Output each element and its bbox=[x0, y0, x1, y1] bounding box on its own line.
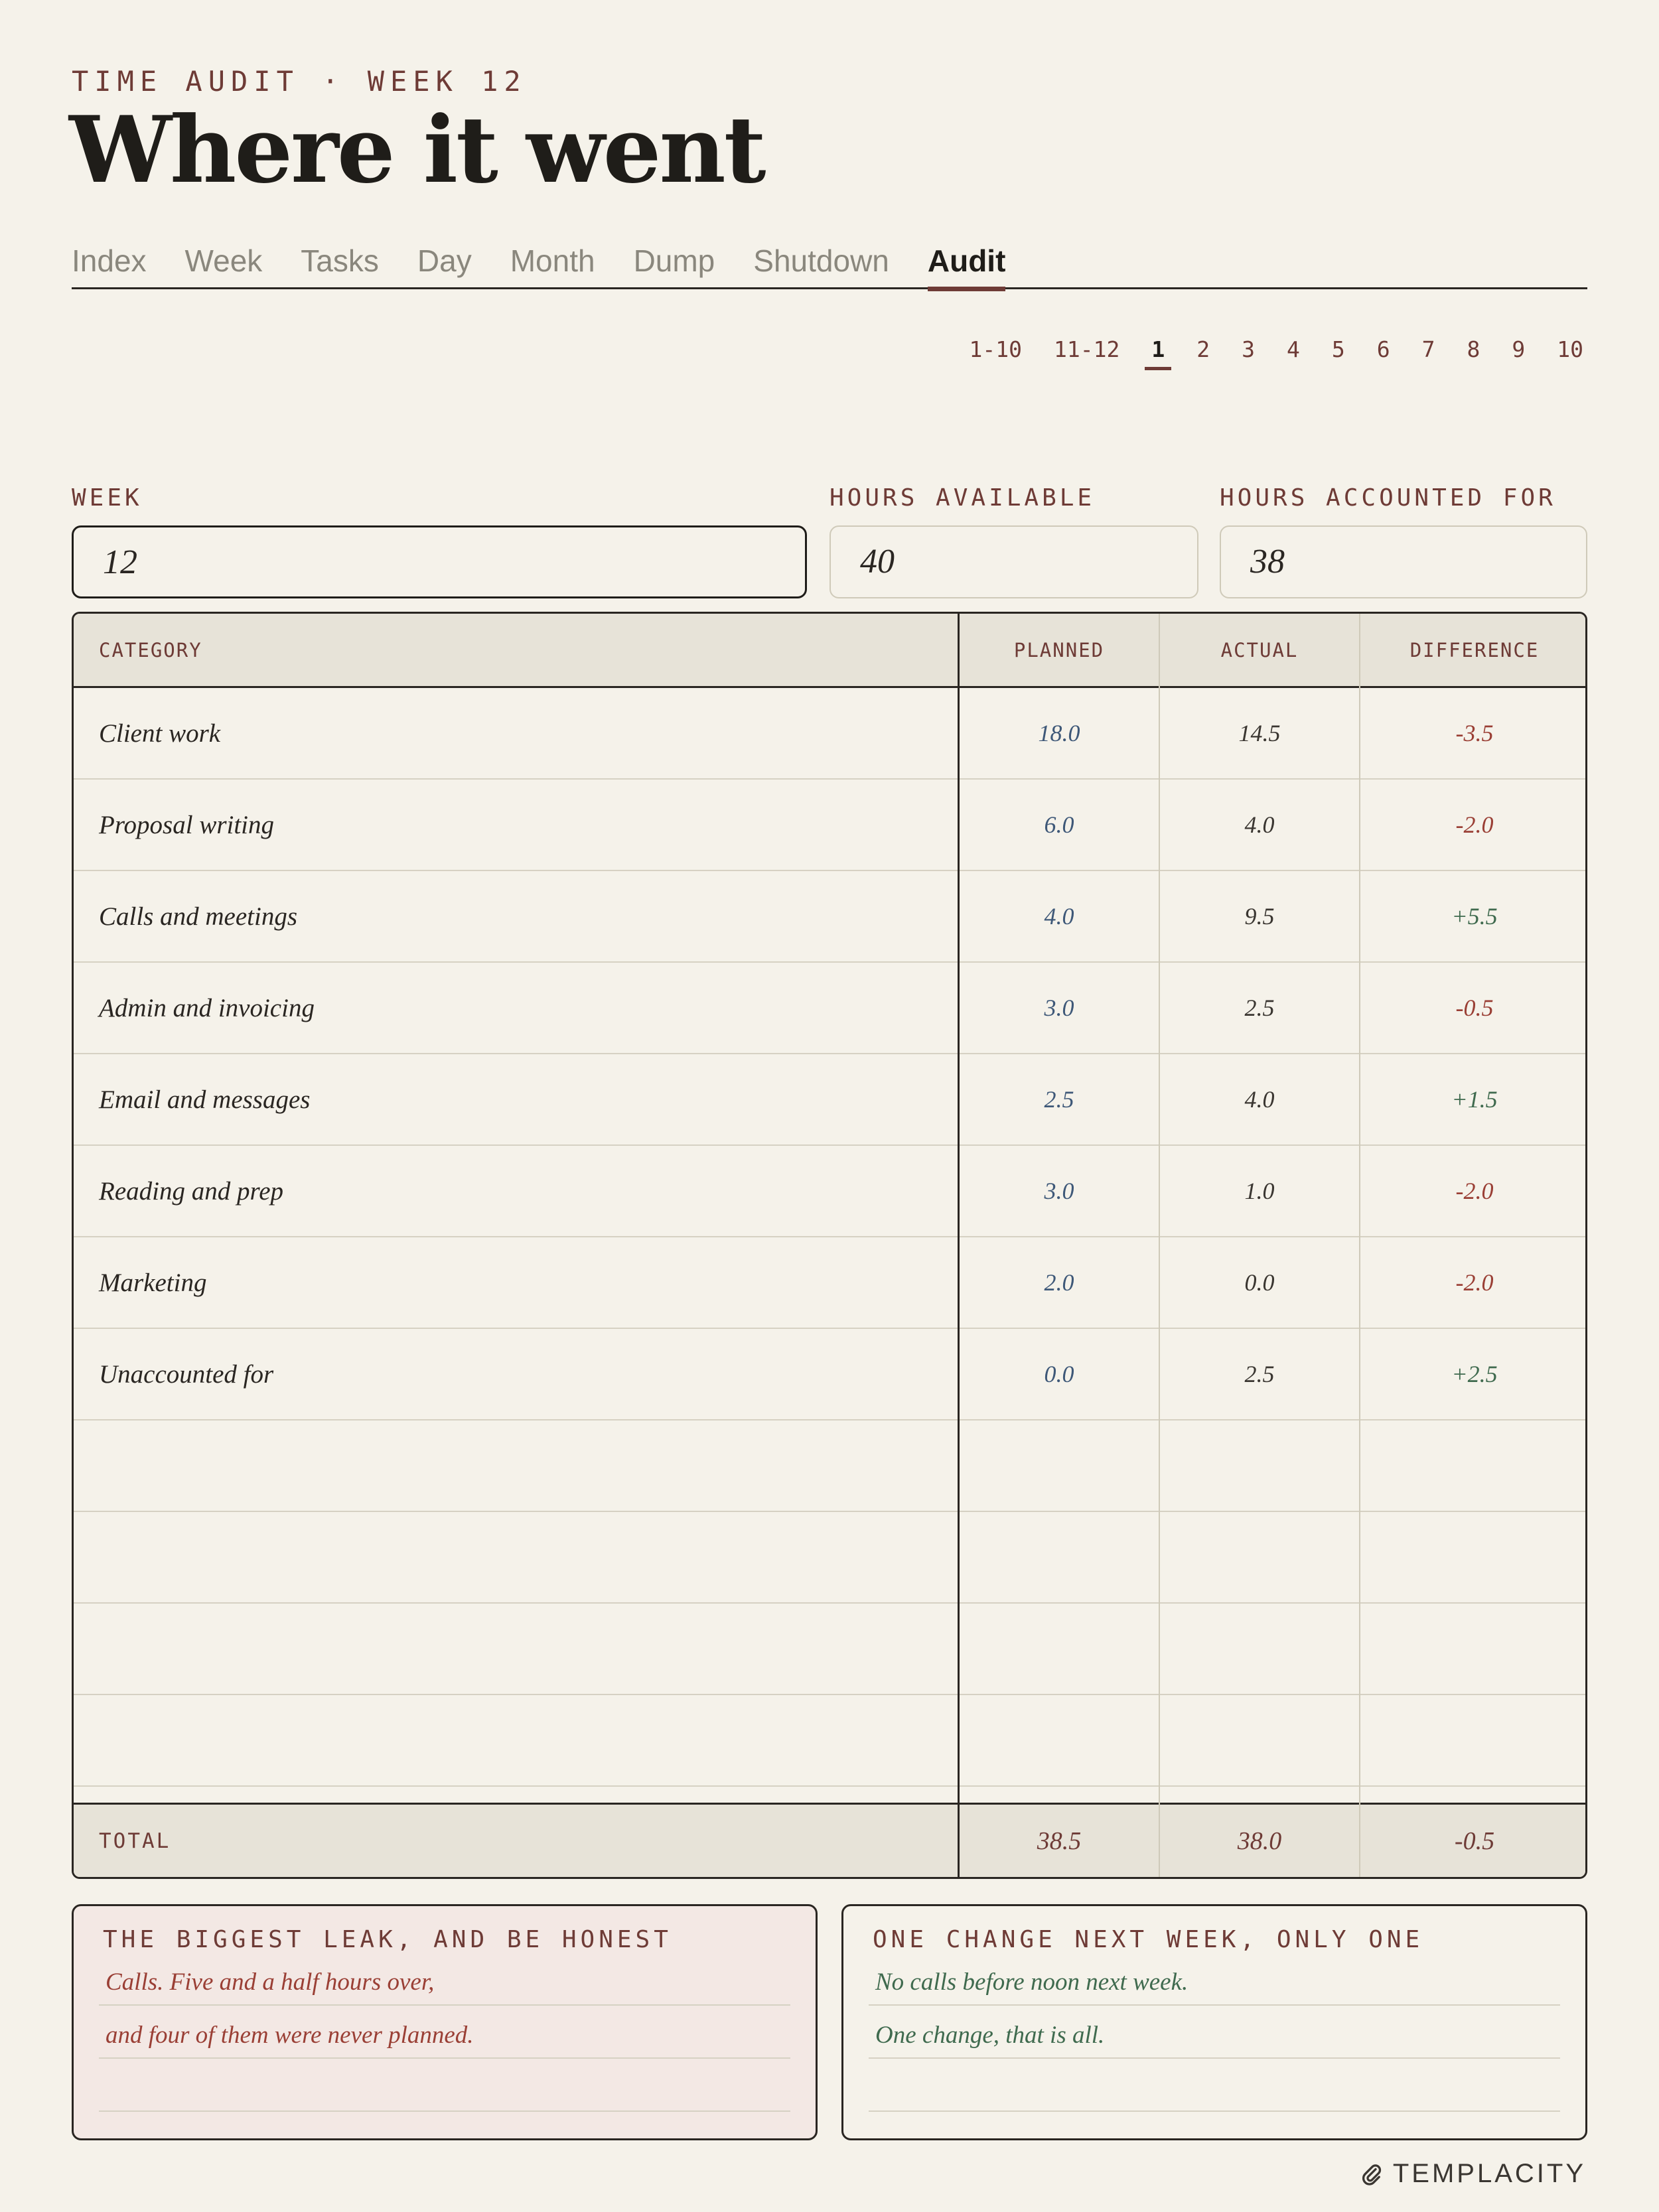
one-change-line-3[interactable] bbox=[869, 2059, 1560, 2112]
total-difference: -0.5 bbox=[1454, 1827, 1495, 1855]
total-planned: 38.5 bbox=[1037, 1827, 1082, 1855]
brand-logo bbox=[1360, 2159, 1586, 2189]
column-divider bbox=[958, 614, 960, 1877]
tab-audit[interactable]: Audit bbox=[928, 239, 1006, 289]
row-difference[interactable]: +5.5 bbox=[1451, 903, 1498, 930]
row-actual[interactable]: 2.5 bbox=[1244, 995, 1275, 1021]
pager-page-7[interactable]: 7 bbox=[1421, 336, 1435, 362]
tab-month[interactable]: Month bbox=[510, 243, 595, 278]
hours-available-label: HOURS AVAILABLE bbox=[830, 484, 1096, 512]
row-planned[interactable]: 2.5 bbox=[1044, 1086, 1074, 1113]
total-label: TOTAL bbox=[99, 1829, 171, 1853]
hours-accounted-label: HOURS ACCOUNTED FOR bbox=[1220, 484, 1556, 512]
pager-page-1[interactable]: 1 bbox=[1147, 336, 1169, 362]
row-category[interactable]: Admin and invoicing bbox=[99, 993, 315, 1022]
pager-page-8[interactable]: 8 bbox=[1467, 336, 1480, 362]
pager-range-1-10[interactable]: 1-10 bbox=[969, 336, 1023, 362]
pager-page-9[interactable]: 9 bbox=[1512, 336, 1526, 362]
biggest-leak-note bbox=[72, 1904, 818, 2140]
page-eyebrow: TIME AUDIT · WEEK 12 bbox=[72, 65, 527, 98]
biggest-leak-title: THE BIGGEST LEAK, AND BE HONEST bbox=[103, 1926, 672, 1953]
row-actual[interactable]: 4.0 bbox=[1244, 1086, 1275, 1113]
tab-week[interactable]: Week bbox=[184, 243, 263, 278]
pager-range-11-12[interactable]: 11-12 bbox=[1054, 336, 1120, 362]
header-category: CATEGORY bbox=[99, 638, 202, 661]
column-divider bbox=[1159, 614, 1160, 1877]
row-category[interactable]: Reading and prep bbox=[99, 1176, 284, 1206]
one-change-line-2[interactable]: One change, that is all. bbox=[869, 2006, 1560, 2059]
pager-page-10[interactable]: 10 bbox=[1557, 336, 1583, 362]
tab-tasks[interactable]: Tasks bbox=[301, 243, 379, 278]
row-category[interactable]: Email and messages bbox=[99, 1085, 311, 1114]
row-planned[interactable]: 0.0 bbox=[1044, 1361, 1074, 1387]
row-planned[interactable]: 6.0 bbox=[1044, 811, 1074, 838]
row-planned[interactable]: 3.0 bbox=[1044, 1178, 1074, 1204]
tab-dump[interactable]: Dump bbox=[633, 243, 715, 278]
row-category[interactable]: Marketing bbox=[99, 1268, 207, 1297]
tab-bar bbox=[72, 239, 1587, 289]
row-category[interactable]: Unaccounted for bbox=[99, 1359, 274, 1389]
column-divider bbox=[1359, 614, 1360, 1877]
row-category[interactable]: Client work bbox=[99, 719, 221, 748]
one-change-title: ONE CHANGE NEXT WEEK, ONLY ONE bbox=[873, 1926, 1424, 1953]
one-change-line-1[interactable]: No calls before noon next week. bbox=[869, 1953, 1560, 2006]
hours-accounted-field[interactable]: 38 bbox=[1220, 525, 1587, 598]
row-difference[interactable]: -2.0 bbox=[1455, 1178, 1494, 1204]
row-difference[interactable]: +1.5 bbox=[1451, 1086, 1498, 1113]
tab-shutdown[interactable]: Shutdown bbox=[753, 243, 889, 278]
page-title: Where it went bbox=[69, 96, 764, 204]
pager-page-2[interactable]: 2 bbox=[1196, 336, 1210, 362]
pager-page-3[interactable]: 3 bbox=[1242, 336, 1255, 362]
biggest-leak-line-2[interactable]: and four of them were never planned. bbox=[99, 2006, 790, 2059]
pager-page-4[interactable]: 4 bbox=[1287, 336, 1300, 362]
row-actual[interactable]: 0.0 bbox=[1244, 1269, 1275, 1296]
header-difference: DIFFERENCE bbox=[1409, 638, 1540, 661]
row-difference[interactable]: -0.5 bbox=[1455, 995, 1494, 1021]
one-change-note bbox=[841, 1904, 1587, 2140]
row-actual[interactable]: 4.0 bbox=[1244, 811, 1275, 838]
pager-page-5[interactable]: 5 bbox=[1331, 336, 1345, 362]
paperclip-logo-icon bbox=[1360, 2162, 1384, 2186]
row-difference[interactable]: -2.0 bbox=[1455, 811, 1494, 838]
total-actual: 38.0 bbox=[1237, 1827, 1282, 1855]
header-actual: ACTUAL bbox=[1220, 638, 1299, 661]
week-label: WEEK bbox=[72, 484, 143, 512]
row-category[interactable]: Proposal writing bbox=[99, 810, 275, 839]
row-difference[interactable]: -2.0 bbox=[1455, 1269, 1494, 1296]
week-field[interactable]: 12 bbox=[72, 525, 807, 598]
row-planned[interactable]: 18.0 bbox=[1038, 720, 1080, 746]
row-actual[interactable]: 1.0 bbox=[1244, 1178, 1275, 1204]
row-category[interactable]: Calls and meetings bbox=[99, 902, 297, 931]
row-planned[interactable]: 3.0 bbox=[1044, 995, 1074, 1021]
biggest-leak-line-1[interactable]: Calls. Five and a half hours over, bbox=[99, 1953, 790, 2006]
tab-day[interactable]: Day bbox=[417, 243, 472, 278]
tab-index[interactable]: Index bbox=[72, 243, 147, 278]
row-planned[interactable]: 4.0 bbox=[1044, 903, 1074, 930]
audit-table bbox=[72, 612, 1587, 1879]
hours-available-field[interactable]: 40 bbox=[830, 525, 1198, 598]
biggest-leak-line-3[interactable] bbox=[99, 2059, 790, 2112]
header-planned: PLANNED bbox=[1013, 638, 1105, 661]
row-difference[interactable]: -3.5 bbox=[1455, 720, 1494, 746]
pager-page-6[interactable]: 6 bbox=[1376, 336, 1390, 362]
row-difference[interactable]: +2.5 bbox=[1451, 1361, 1498, 1387]
row-planned[interactable]: 2.0 bbox=[1044, 1269, 1074, 1296]
page-pager bbox=[942, 329, 1587, 369]
row-actual[interactable]: 14.5 bbox=[1238, 720, 1281, 746]
row-actual[interactable]: 9.5 bbox=[1244, 903, 1275, 930]
row-actual[interactable]: 2.5 bbox=[1244, 1361, 1275, 1387]
brand-name: TEMPLACITY bbox=[1392, 2159, 1586, 2188]
